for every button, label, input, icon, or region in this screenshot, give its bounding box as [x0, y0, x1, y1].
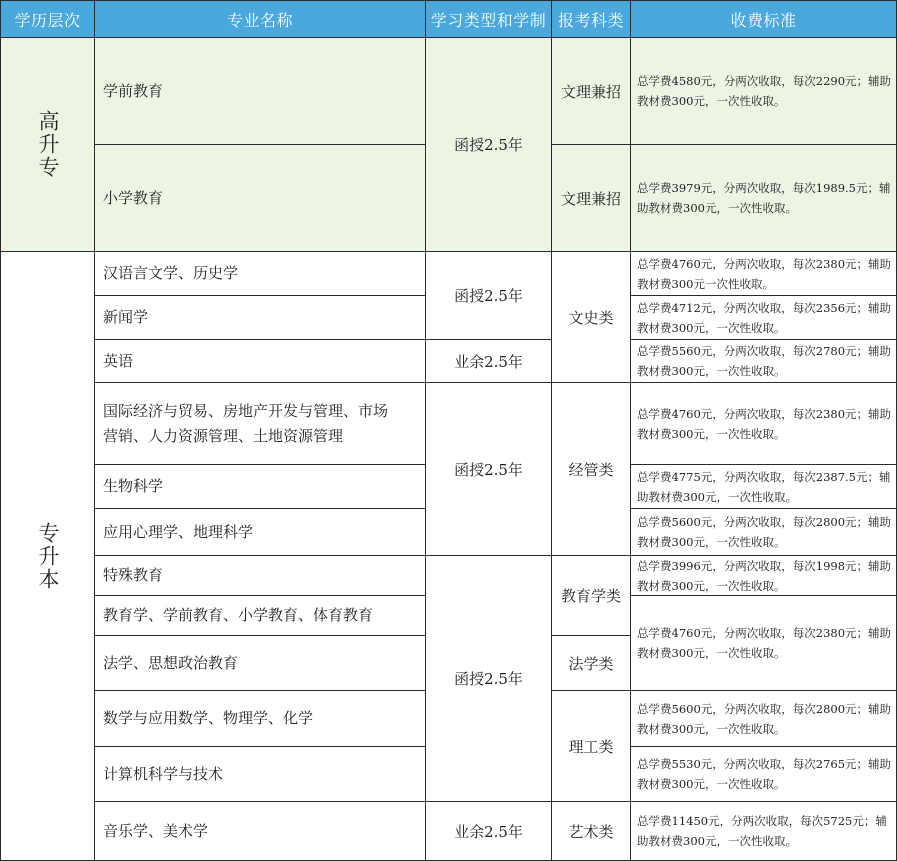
fee-cell [631, 556, 897, 596]
fee-text: 总学费5560元，分两次收取，每次2780元；辅助教材费300元，一次性收取。 [637, 344, 892, 378]
fee-text: 总学费4760元，分两次收取，每次2380元；辅助教材费300元一次性收取。 [637, 256, 892, 291]
exam-category-cell: 文理兼招 [552, 38, 631, 145]
major-cell: 音乐学、美术学 [95, 802, 426, 861]
study-type-cell: 业余2.5年 [426, 340, 552, 383]
level-zhuanshengben [0, 252, 95, 861]
header-level: 学历层次 [0, 0, 95, 38]
fee-text: 总学费5600元，分两次收取，每次2800元；辅助教材费300元，一次性收取。 [637, 701, 892, 736]
major-cell: 英语 [95, 340, 426, 383]
major-cell: 生物科学 [95, 465, 426, 509]
fee-text: 总学费4580元，分两次收取，每次2290元；辅助教材费300元，一次性收取。 [637, 74, 892, 108]
major-cell: 应用心理学、地理科学 [95, 509, 426, 556]
header-major: 专业名称 [95, 0, 426, 38]
exam-category-cell: 艺术类 [552, 802, 631, 861]
fee-cell [631, 145, 897, 252]
major-cell: 教育学、学前教育、小学教育、体育教育 [95, 596, 426, 636]
major-cell: 数学与应用数学、物理学、化学 [95, 691, 426, 747]
level-label: 专升本 [36, 521, 60, 591]
fee-text: 总学费4760元，分两次收取，每次2380元；辅助教材费300元，一次性收取。 [637, 406, 892, 441]
level-gaoshengzhuan [0, 38, 95, 252]
major-cell: 新闻学 [95, 296, 426, 340]
header-exam-category: 报考科类 [552, 0, 631, 38]
exam-category-cell: 文史类 [552, 252, 631, 383]
study-type-cell: 函授2.5年 [426, 383, 552, 556]
major-cell: 国际经济与贸易、房地产开发与管理、市场营销、人力资源管理、土地资源管理 [95, 383, 426, 465]
major-cell: 汉语言文学、历史学 [95, 252, 426, 296]
study-type-cell: 函授2.5年 [426, 38, 552, 252]
major-cell: 法学、思想政治教育 [95, 636, 426, 691]
fee-cell [631, 691, 897, 747]
fee-text: 总学费3979元，分两次收取，每次1989.5元；辅助教材费300元，一次性收取。 [637, 181, 891, 215]
major-cell: 计算机科学与技术 [95, 747, 426, 802]
fee-cell [631, 802, 897, 861]
fee-text: 总学费11450元，分两次收取，每次5725元；辅助教材费300元，一次性收取。 [637, 814, 887, 848]
fee-cell [631, 465, 897, 509]
fee-text: 总学费4760元，分两次收取，每次2380元；辅助教材费300元，一次性收取。 [637, 626, 892, 660]
exam-category-cell: 理工类 [552, 691, 631, 802]
fee-text: 总学费5600元，分两次收取，每次2800元；辅助教材费300元，一次性收取。 [637, 515, 892, 549]
fee-cell [631, 509, 897, 556]
exam-category-cell: 教育学类 [552, 556, 631, 636]
fee-cell [631, 596, 897, 691]
fee-text: 总学费4712元，分两次收取，每次2356元；辅助教材费300元，一次性收取。 [637, 300, 892, 335]
exam-category-cell: 经管类 [552, 383, 631, 556]
header-fee: 收费标准 [631, 0, 897, 38]
study-type-cell: 函授2.5年 [426, 556, 552, 802]
fee-cell [631, 252, 897, 296]
major-cell: 学前教育 [95, 38, 426, 145]
fee-cell [631, 747, 897, 802]
major-cell: 小学教育 [95, 145, 426, 252]
fee-cell [631, 383, 897, 465]
fee-cell [631, 296, 897, 340]
fee-cell [631, 38, 897, 145]
major-cell: 特殊教育 [95, 556, 426, 596]
header-study-type: 学习类型和学制 [426, 0, 552, 38]
fee-text: 总学费3996元，分两次收取，每次1998元；辅助教材费300元，一次性收取。 [637, 558, 892, 593]
exam-category-cell: 法学类 [552, 636, 631, 691]
study-type-cell: 函授2.5年 [426, 252, 552, 340]
fee-text: 总学费5530元，分两次收取，每次2765元；辅助教材费300元，一次性收取。 [637, 757, 892, 791]
level-label: 高升专 [36, 110, 60, 179]
fee-text: 总学费4775元，分两次收取，每次2387.5元；辅助教材费300元，一次性收取。 [637, 469, 891, 504]
exam-category-cell: 文理兼招 [552, 145, 631, 252]
fee-cell [631, 340, 897, 383]
study-type-cell: 业余2.5年 [426, 802, 552, 861]
